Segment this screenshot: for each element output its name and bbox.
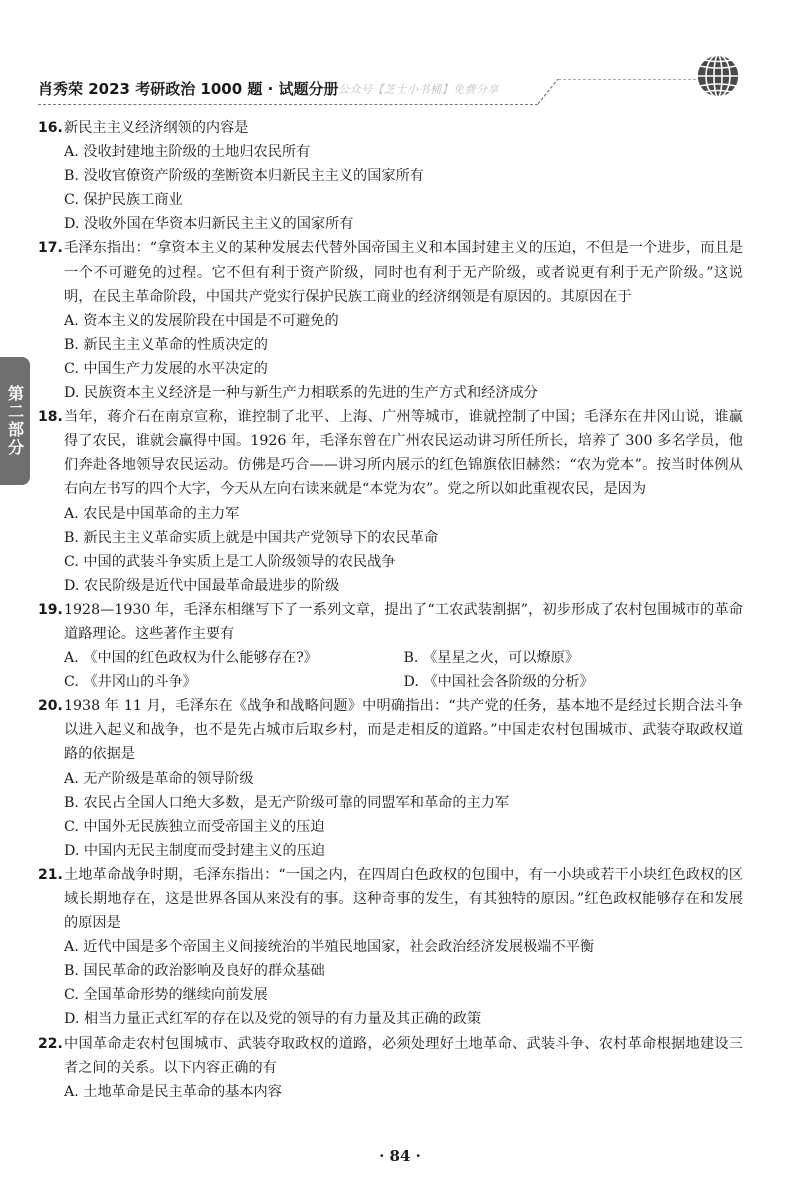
answer-option: D. 相当力量正式红军的存在以及党的领导的有力量及其正确的政策: [64, 1011, 482, 1028]
question-block: [38, 863, 743, 1032]
option-row: [38, 646, 743, 670]
globe-icon: [694, 52, 742, 100]
answer-option: A. 近代中国是多个帝国主义间接统治的半殖民地国家，社会政治经济发展极端不平衡: [64, 939, 595, 956]
answer-option: D. 《中国社会各阶级的分析》: [403, 674, 594, 691]
answer-option: B. 新民主主义革命实质上就是中国共产党领导下的农民革命: [64, 529, 439, 546]
question-text: 毛泽东指出：“拿资本主义的某种发展去代替外国帝国主义和本国封建主义的压迫，不但是一个进步，而且是一个不可避免的过程。它不但有利于资产阶级，同时也有利于无产阶级，或者说更有利于无产阶级。”这说明，在民主革命阶段，中国共产党实行保护民族工商业的经济纲领是有原因的。其原因在于: [64, 240, 743, 305]
question-stem: [38, 598, 743, 646]
question-text: 中国革命走农村包围城市、武装夺取政权的道路，必须处理好土地革命、武装斗争、农村革命根据地建设三者之间的关系。以下内容正确的有: [64, 1035, 743, 1076]
question-number: 22.: [38, 1035, 63, 1052]
question-stem: [38, 1032, 743, 1080]
answer-option: B. 《星星之火，可以燎原》: [403, 650, 580, 667]
question-list: [38, 116, 743, 1104]
answer-option: D. 没收外国在华资本归新民主主义的国家所有: [64, 216, 354, 233]
answer-option: B. 没收官僚资产阶级的垄断资本归新民主主义的国家所有: [64, 168, 424, 185]
page-header: [38, 76, 738, 104]
question-block: [38, 116, 743, 236]
question-text: 1938 年 11 月，毛泽东在《战争和战略问题》中明确指出：“共产党的任务，基本地不是经过长期合法斗争以进入起义和战争，也不是先占城市后取乡村，而是走相反的道路。”中国走农村包围城市、武装夺取政权道路的依据是: [64, 698, 743, 763]
answer-option: A. 无产阶级是革命的领导阶级: [64, 770, 254, 787]
question-number: 21.: [38, 866, 63, 883]
question-block: [38, 598, 743, 694]
question-number: 17.: [38, 240, 63, 257]
question-block: [38, 236, 743, 405]
answer-option: D. 民族资本主义经济是一种与新生产力相联系的先进的生产方式和经济成分: [64, 385, 538, 402]
answer-option: D. 中国内无民主制度而受封建主义的压迫: [64, 842, 326, 859]
answer-option: A. 土地革命是民主革命的基本内容: [64, 1083, 282, 1100]
section-tab: 第二部分: [0, 357, 30, 485]
question-block: [38, 1032, 743, 1104]
question-stem: [38, 405, 743, 501]
watermark-text: 公众号【芝士小书桶】免费分享: [338, 83, 499, 96]
answer-option: C. 保护民族工商业: [64, 192, 183, 209]
answer-option: A. 没收封建地主阶级的土地归农民所有: [64, 144, 311, 161]
option-row: [38, 670, 743, 694]
book-title: 肖秀荣 2023 考研政治 1000 题 · 试题分册: [38, 80, 339, 98]
answer-option: C. 《井冈山的斗争》: [64, 674, 197, 691]
answer-option: C. 全国革命形势的继续向前发展: [64, 987, 268, 1004]
question-number: 19.: [38, 601, 63, 618]
question-number: 16.: [38, 120, 63, 136]
question-block: [38, 405, 743, 598]
question-text: 1928—1930 年，毛泽东相继写下了一系列文章，提出了“工农武装割据”，初步形成了农村包围城市的革命道路理论。这些著作主要有: [64, 601, 743, 642]
question-block: [38, 694, 743, 863]
question-text: 当年，蒋介石在南京宣称，谁控制了北平、上海、广州等城市，谁就控制了中国；毛泽东在井冈山说，谁赢得了农民，谁就会赢得中国。1926 年，毛泽东曾在广州农民运动讲习所任所长，培养了 300 多名学员，他们奔赴各地领导农民运动。仿佛是巧合——讲习所内展示的红色锦旗依旧赫然：“农为党本”。按当时体例从右向左书写的四个大字，今天从左向右读来就是“本党为农”。党之所以如此重视农民，是因为: [64, 409, 743, 498]
answer-option: D. 农民阶级是近代中国最革命最进步的阶级: [64, 577, 340, 594]
question-text: 新民主主义经济纲领的内容是: [64, 120, 249, 136]
answer-option: B. 新民主主义革命的性质决定的: [64, 336, 268, 353]
page-number: · 84 ·: [379, 1147, 421, 1165]
answer-option: A. 农民是中国革命的主力军: [64, 505, 240, 522]
answer-option: C. 中国的武装斗争实质上是工人阶级领导的农民战争: [64, 553, 396, 570]
question-number: 18.: [38, 409, 63, 426]
answer-option: B. 国民革命的政治影响及良好的群众基础: [64, 963, 325, 980]
question-number: 20.: [38, 698, 63, 715]
question-stem: [38, 116, 743, 140]
question-stem: [38, 863, 743, 935]
answer-option: C. 中国生产力发展的水平决定的: [64, 360, 268, 377]
header-rule: [38, 104, 538, 105]
answer-option: C. 中国外无民族独立而受帝国主义的压迫: [64, 818, 325, 835]
question-text: 土地革命战争时期，毛泽东指出：“一国之内，在四周白色政权的包围中，有一小块或若干小块红色政权的区域长期地存在，这是世界各国从来没有的事。这种奇事的发生，有其独特的原因。”红色政权能够存在和发展的原因是: [64, 866, 743, 932]
answer-option: B. 农民占全国人口绝大多数，是无产阶级可靠的同盟军和革命的主力军: [64, 794, 510, 811]
answer-option: A. 《中国的红色政权为什么能够存在?》: [64, 650, 318, 667]
answer-option: A. 资本主义的发展阶段在中国是不可避免的: [64, 312, 339, 329]
question-stem: [38, 236, 743, 308]
question-stem: [38, 694, 743, 766]
